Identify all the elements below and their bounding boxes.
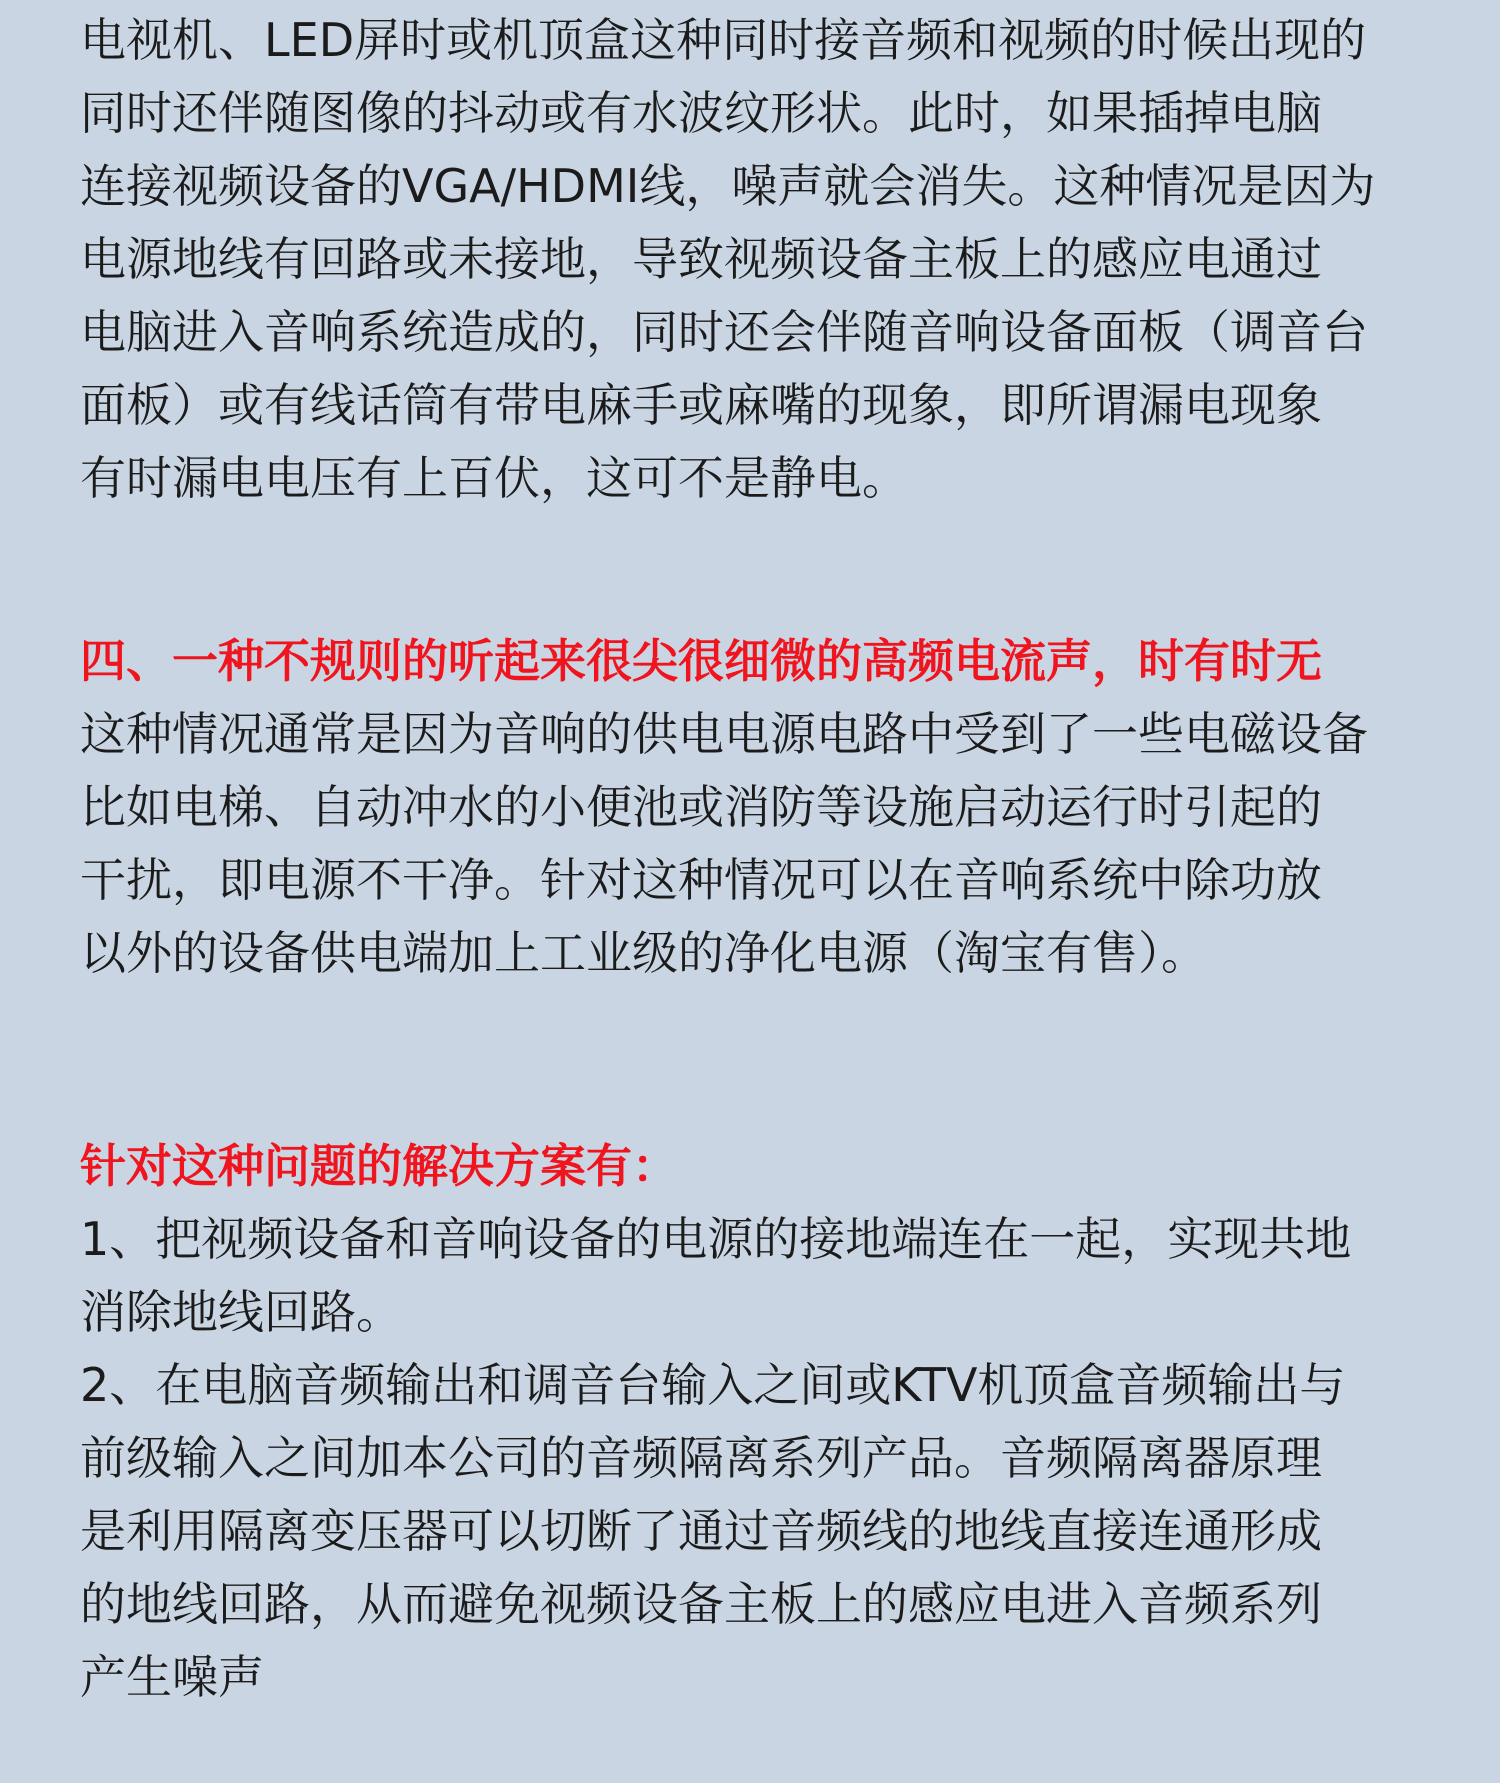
text-line: 有时漏电电压有上百伏，这可不是静电。 — [80, 451, 908, 505]
solutions-section — [80, 1130, 1460, 1714]
text-line: 干扰，即电源不干净。针对这种情况可以在音响系统中除功放 — [80, 853, 1322, 907]
section-spacer — [80, 990, 1460, 1130]
section-spacer — [80, 515, 1460, 625]
text-line: 同时还伴随图像的抖动或有水波纹形状。此时，如果插掉电脑 — [80, 86, 1322, 140]
solution-item-1: 1、把视频设备和音响设备的电源的接地端连在一起，实现共地 — [80, 1212, 1352, 1266]
text-line: 是利用隔离变压器可以切断了通过音频线的地线直接连通形成 — [80, 1504, 1322, 1558]
text-line: 比如电梯、自动冲水的小便池或消防等设施启动运行时引起的 — [80, 780, 1322, 834]
solutions-heading: 针对这种问题的解决方案有： — [80, 1139, 678, 1193]
text-line: 电源地线有回路或未接地，导致视频设备主板上的感应电通过 — [80, 232, 1322, 286]
text-line: 前级输入之间加本公司的音频隔离系列产品。音频隔离器原理 — [80, 1431, 1322, 1485]
intro-paragraph — [80, 4, 1460, 515]
section-four-heading: 四、一种不规则的听起来很尖很细微的高频电流声，时有时无 — [80, 634, 1322, 688]
text-line: 面板）或有线话筒有带电麻手或麻嘴的现象，即所谓漏电现象 — [80, 378, 1322, 432]
text-line: 电脑进入音响系统造成的，同时还会伴随音响设备面板（调音台 — [80, 305, 1368, 359]
text-line: 以外的设备供电端加上工业级的净化电源（淘宝有售）。 — [80, 926, 1207, 980]
text-line: 电视机、LED屏时或机顶盒这种同时接音频和视频的时候出现的 — [80, 13, 1367, 67]
text-line: 这种情况通常是因为音响的供电电源电路中受到了一些电磁设备 — [80, 707, 1368, 761]
text-line: 消除地线回路。 — [80, 1285, 402, 1339]
section-four — [80, 625, 1460, 990]
text-line: 的地线回路，从而避免视频设备主板上的感应电进入音频系列 — [80, 1577, 1322, 1631]
text-line: 连接视频设备的VGA/HDMI线，噪声就会消失。这种情况是因为 — [80, 159, 1376, 213]
text-line: 产生噪声 — [80, 1650, 264, 1704]
solution-item-2: 2、在电脑音频输出和调音台输入之间或KTV机顶盒音频输出与 — [80, 1358, 1346, 1412]
